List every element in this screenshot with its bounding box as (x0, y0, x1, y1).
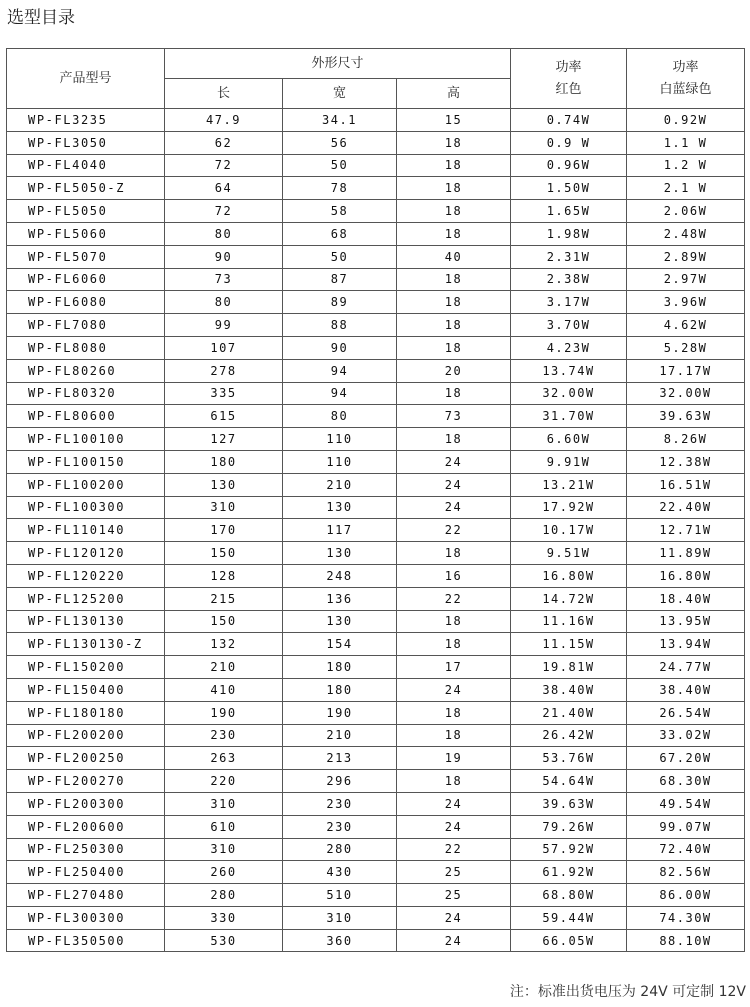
cell-length: 132 (165, 633, 283, 656)
cell-power-other: 8.26W (627, 428, 745, 451)
cell-length: 260 (165, 861, 283, 884)
cell-width: 280 (283, 838, 397, 861)
table-row (7, 678, 745, 701)
cell-power-other: 16.80W (627, 564, 745, 587)
cell-width: 94 (283, 382, 397, 405)
cell-height: 18 (397, 428, 511, 451)
table-row (7, 542, 745, 565)
table-row (7, 564, 745, 587)
cell-model: WP-FL120120 (7, 542, 165, 565)
cell-width: 190 (283, 701, 397, 724)
cell-length: 278 (165, 359, 283, 382)
cell-power-red: 9.91W (511, 450, 627, 473)
cell-model: WP-FL5050-Z (7, 177, 165, 200)
cell-power-other: 13.94W (627, 633, 745, 656)
cell-power-other: 22.40W (627, 496, 745, 519)
header-power-other-line2: 白蓝绿色 (659, 81, 712, 97)
cell-power-red: 79.26W (511, 815, 627, 838)
cell-width: 130 (283, 542, 397, 565)
cell-model: WP-FL270480 (7, 884, 165, 907)
cell-power-red: 0.74W (511, 109, 627, 132)
cell-width: 50 (283, 245, 397, 268)
cell-power-other: 99.07W (627, 815, 745, 838)
cell-model: WP-FL80320 (7, 382, 165, 405)
cell-width: 296 (283, 770, 397, 793)
cell-height: 24 (397, 792, 511, 815)
cell-power-red: 14.72W (511, 587, 627, 610)
cell-model: WP-FL200270 (7, 770, 165, 793)
cell-model: WP-FL350500 (7, 929, 165, 952)
cell-power-other: 13.95W (627, 610, 745, 633)
cell-width: 136 (283, 587, 397, 610)
cell-power-other: 4.62W (627, 314, 745, 337)
cell-power-red: 39.63W (511, 792, 627, 815)
cell-height: 18 (397, 154, 511, 177)
table-row (7, 838, 745, 861)
cell-power-red: 17.92W (511, 496, 627, 519)
cell-width: 130 (283, 496, 397, 519)
cell-power-other: 88.10W (627, 929, 745, 952)
cell-height: 25 (397, 884, 511, 907)
table-row (7, 884, 745, 907)
cell-width: 130 (283, 610, 397, 633)
table-row (7, 929, 745, 952)
cell-height: 22 (397, 519, 511, 542)
cell-model: WP-FL8080 (7, 336, 165, 359)
cell-power-red: 3.70W (511, 314, 627, 337)
cell-width: 68 (283, 222, 397, 245)
cell-length: 310 (165, 838, 283, 861)
cell-power-red: 10.17W (511, 519, 627, 542)
cell-length: 310 (165, 496, 283, 519)
cell-power-red: 0.9 W (511, 131, 627, 154)
cell-height: 18 (397, 770, 511, 793)
cell-power-other: 1.2 W (627, 154, 745, 177)
cell-power-red: 38.40W (511, 678, 627, 701)
cell-length: 80 (165, 291, 283, 314)
cell-height: 24 (397, 906, 511, 929)
cell-model: WP-FL200300 (7, 792, 165, 815)
cell-power-red: 1.65W (511, 200, 627, 223)
page-title: 选型目录 (7, 8, 75, 28)
cell-width: 89 (283, 291, 397, 314)
header-length: 长 (165, 79, 283, 109)
cell-power-other: 32.00W (627, 382, 745, 405)
cell-length: 610 (165, 815, 283, 838)
table-header (7, 49, 745, 109)
cell-height: 18 (397, 382, 511, 405)
cell-model: WP-FL100300 (7, 496, 165, 519)
cell-width: 310 (283, 906, 397, 929)
cell-height: 18 (397, 542, 511, 565)
table-row (7, 222, 745, 245)
cell-power-other: 18.40W (627, 587, 745, 610)
cell-power-red: 13.74W (511, 359, 627, 382)
cell-height: 40 (397, 245, 511, 268)
cell-width: 213 (283, 747, 397, 770)
cell-power-other: 16.51W (627, 473, 745, 496)
cell-power-red: 3.17W (511, 291, 627, 314)
cell-length: 47.9 (165, 109, 283, 132)
cell-power-red: 2.31W (511, 245, 627, 268)
table-row (7, 906, 745, 929)
cell-power-red: 21.40W (511, 701, 627, 724)
cell-height: 22 (397, 587, 511, 610)
table-row (7, 496, 745, 519)
cell-power-other: 82.56W (627, 861, 745, 884)
cell-power-other: 17.17W (627, 359, 745, 382)
cell-length: 127 (165, 428, 283, 451)
cell-power-other: 2.89W (627, 245, 745, 268)
cell-height: 18 (397, 336, 511, 359)
cell-model: WP-FL5050 (7, 200, 165, 223)
cell-width: 248 (283, 564, 397, 587)
cell-width: 34.1 (283, 109, 397, 132)
header-power-red-line2: 红色 (555, 81, 582, 97)
table-row (7, 314, 745, 337)
cell-power-other: 33.02W (627, 724, 745, 747)
header-power-other (627, 49, 745, 109)
cell-model: WP-FL80600 (7, 405, 165, 428)
cell-power-red: 31.70W (511, 405, 627, 428)
cell-length: 90 (165, 245, 283, 268)
table-row (7, 154, 745, 177)
cell-power-red: 57.92W (511, 838, 627, 861)
cell-power-red: 68.80W (511, 884, 627, 907)
cell-power-red: 19.81W (511, 656, 627, 679)
cell-power-other: 2.06W (627, 200, 745, 223)
cell-length: 615 (165, 405, 283, 428)
cell-power-other: 0.92W (627, 109, 745, 132)
cell-height: 19 (397, 747, 511, 770)
cell-width: 50 (283, 154, 397, 177)
cell-model: WP-FL120220 (7, 564, 165, 587)
cell-length: 72 (165, 154, 283, 177)
table-row (7, 291, 745, 314)
header-model: 产品型号 (7, 49, 165, 109)
table-body (7, 109, 745, 952)
cell-width: 210 (283, 473, 397, 496)
cell-length: 73 (165, 268, 283, 291)
cell-power-red: 26.42W (511, 724, 627, 747)
table-row (7, 382, 745, 405)
cell-power-red: 6.60W (511, 428, 627, 451)
cell-power-red: 13.21W (511, 473, 627, 496)
cell-power-other: 24.77W (627, 656, 745, 679)
cell-width: 94 (283, 359, 397, 382)
table-row (7, 336, 745, 359)
cell-height: 24 (397, 678, 511, 701)
cell-model: WP-FL125200 (7, 587, 165, 610)
cell-length: 330 (165, 906, 283, 929)
cell-length: 72 (165, 200, 283, 223)
table-row (7, 268, 745, 291)
cell-model: WP-FL200200 (7, 724, 165, 747)
catalog-table (6, 48, 745, 952)
cell-height: 17 (397, 656, 511, 679)
cell-length: 220 (165, 770, 283, 793)
cell-height: 22 (397, 838, 511, 861)
cell-height: 24 (397, 473, 511, 496)
cell-model: WP-FL150400 (7, 678, 165, 701)
cell-power-other: 68.30W (627, 770, 745, 793)
cell-power-other: 3.96W (627, 291, 745, 314)
cell-length: 128 (165, 564, 283, 587)
cell-length: 190 (165, 701, 283, 724)
cell-power-red: 2.38W (511, 268, 627, 291)
table-row (7, 656, 745, 679)
table-row (7, 815, 745, 838)
table-row (7, 131, 745, 154)
table-row (7, 428, 745, 451)
cell-power-red: 32.00W (511, 382, 627, 405)
cell-width: 230 (283, 815, 397, 838)
header-power-red (511, 49, 627, 109)
cell-power-red: 66.05W (511, 929, 627, 952)
cell-model: WP-FL300300 (7, 906, 165, 929)
cell-height: 20 (397, 359, 511, 382)
cell-model: WP-FL3050 (7, 131, 165, 154)
cell-power-other: 86.00W (627, 884, 745, 907)
table-row (7, 405, 745, 428)
table-row (7, 519, 745, 542)
cell-power-other: 72.40W (627, 838, 745, 861)
cell-height: 24 (397, 929, 511, 952)
cell-width: 430 (283, 861, 397, 884)
cell-model: WP-FL180180 (7, 701, 165, 724)
cell-power-other: 26.54W (627, 701, 745, 724)
table-row (7, 610, 745, 633)
cell-power-other: 67.20W (627, 747, 745, 770)
cell-width: 110 (283, 428, 397, 451)
cell-width: 90 (283, 336, 397, 359)
table-row (7, 747, 745, 770)
cell-model: WP-FL200600 (7, 815, 165, 838)
cell-length: 62 (165, 131, 283, 154)
cell-model: WP-FL250400 (7, 861, 165, 884)
cell-length: 215 (165, 587, 283, 610)
cell-height: 18 (397, 200, 511, 223)
cell-height: 16 (397, 564, 511, 587)
cell-length: 150 (165, 610, 283, 633)
table-row (7, 770, 745, 793)
cell-power-red: 0.96W (511, 154, 627, 177)
cell-power-red: 11.16W (511, 610, 627, 633)
header-width: 宽 (283, 79, 397, 109)
header-height: 高 (397, 79, 511, 109)
cell-width: 80 (283, 405, 397, 428)
cell-height: 18 (397, 633, 511, 656)
cell-height: 18 (397, 610, 511, 633)
cell-model: WP-FL150200 (7, 656, 165, 679)
cell-power-other: 38.40W (627, 678, 745, 701)
table-row (7, 861, 745, 884)
cell-width: 110 (283, 450, 397, 473)
cell-height: 18 (397, 701, 511, 724)
cell-model: WP-FL5070 (7, 245, 165, 268)
cell-model: WP-FL4040 (7, 154, 165, 177)
cell-width: 88 (283, 314, 397, 337)
cell-model: WP-FL200250 (7, 747, 165, 770)
cell-power-other: 12.38W (627, 450, 745, 473)
cell-length: 530 (165, 929, 283, 952)
cell-model: WP-FL3235 (7, 109, 165, 132)
cell-model: WP-FL80260 (7, 359, 165, 382)
cell-width: 230 (283, 792, 397, 815)
cell-model: WP-FL250300 (7, 838, 165, 861)
cell-height: 15 (397, 109, 511, 132)
cell-power-red: 59.44W (511, 906, 627, 929)
table-row (7, 177, 745, 200)
table-row (7, 450, 745, 473)
cell-width: 117 (283, 519, 397, 542)
cell-model: WP-FL100100 (7, 428, 165, 451)
cell-length: 64 (165, 177, 283, 200)
cell-power-other: 2.48W (627, 222, 745, 245)
catalog-table-container (6, 48, 744, 952)
table-row (7, 200, 745, 223)
cell-power-red: 54.64W (511, 770, 627, 793)
cell-height: 18 (397, 131, 511, 154)
cell-power-other: 12.71W (627, 519, 745, 542)
cell-length: 130 (165, 473, 283, 496)
table-row (7, 792, 745, 815)
table-row (7, 473, 745, 496)
cell-model: WP-FL100150 (7, 450, 165, 473)
cell-width: 87 (283, 268, 397, 291)
cell-height: 18 (397, 268, 511, 291)
table-row (7, 701, 745, 724)
cell-width: 180 (283, 656, 397, 679)
cell-model: WP-FL6080 (7, 291, 165, 314)
header-power-red-line1: 功率 (555, 59, 582, 75)
table-row (7, 359, 745, 382)
cell-height: 18 (397, 222, 511, 245)
cell-model: WP-FL5060 (7, 222, 165, 245)
cell-model: WP-FL130130 (7, 610, 165, 633)
voltage-note: 注：标准出货电压为 24V 可定制 12V (509, 984, 746, 1000)
cell-width: 58 (283, 200, 397, 223)
cell-power-red: 16.80W (511, 564, 627, 587)
cell-power-other: 2.1 W (627, 177, 745, 200)
cell-length: 280 (165, 884, 283, 907)
cell-length: 99 (165, 314, 283, 337)
cell-height: 24 (397, 496, 511, 519)
cell-length: 107 (165, 336, 283, 359)
header-dimensions: 外形尺寸 (165, 49, 511, 79)
cell-model: WP-FL7080 (7, 314, 165, 337)
cell-length: 150 (165, 542, 283, 565)
cell-width: 360 (283, 929, 397, 952)
cell-model: WP-FL110140 (7, 519, 165, 542)
cell-height: 18 (397, 177, 511, 200)
cell-width: 180 (283, 678, 397, 701)
cell-model: WP-FL6060 (7, 268, 165, 291)
cell-height: 24 (397, 450, 511, 473)
cell-model: WP-FL130130-Z (7, 633, 165, 656)
table-row (7, 109, 745, 132)
cell-power-other: 39.63W (627, 405, 745, 428)
cell-power-red: 4.23W (511, 336, 627, 359)
cell-length: 80 (165, 222, 283, 245)
cell-power-red: 53.76W (511, 747, 627, 770)
cell-power-other: 49.54W (627, 792, 745, 815)
cell-power-other: 5.28W (627, 336, 745, 359)
cell-height: 18 (397, 314, 511, 337)
cell-width: 78 (283, 177, 397, 200)
cell-length: 210 (165, 656, 283, 679)
cell-power-other: 11.89W (627, 542, 745, 565)
cell-power-red: 11.15W (511, 633, 627, 656)
cell-height: 18 (397, 291, 511, 314)
cell-height: 18 (397, 724, 511, 747)
cell-height: 73 (397, 405, 511, 428)
cell-width: 510 (283, 884, 397, 907)
table-row (7, 587, 745, 610)
cell-length: 230 (165, 724, 283, 747)
cell-length: 335 (165, 382, 283, 405)
cell-length: 180 (165, 450, 283, 473)
cell-power-other: 1.1 W (627, 131, 745, 154)
cell-height: 25 (397, 861, 511, 884)
cell-height: 24 (397, 815, 511, 838)
cell-length: 310 (165, 792, 283, 815)
header-power-other-line1: 功率 (672, 59, 699, 75)
cell-width: 56 (283, 131, 397, 154)
table-row (7, 724, 745, 747)
cell-power-red: 9.51W (511, 542, 627, 565)
cell-length: 410 (165, 678, 283, 701)
cell-model: WP-FL100200 (7, 473, 165, 496)
cell-power-red: 1.50W (511, 177, 627, 200)
cell-length: 263 (165, 747, 283, 770)
cell-power-red: 61.92W (511, 861, 627, 884)
cell-power-other: 2.97W (627, 268, 745, 291)
table-row (7, 245, 745, 268)
cell-length: 170 (165, 519, 283, 542)
cell-power-red: 1.98W (511, 222, 627, 245)
table-row (7, 633, 745, 656)
cell-power-other: 74.30W (627, 906, 745, 929)
cell-width: 210 (283, 724, 397, 747)
cell-width: 154 (283, 633, 397, 656)
